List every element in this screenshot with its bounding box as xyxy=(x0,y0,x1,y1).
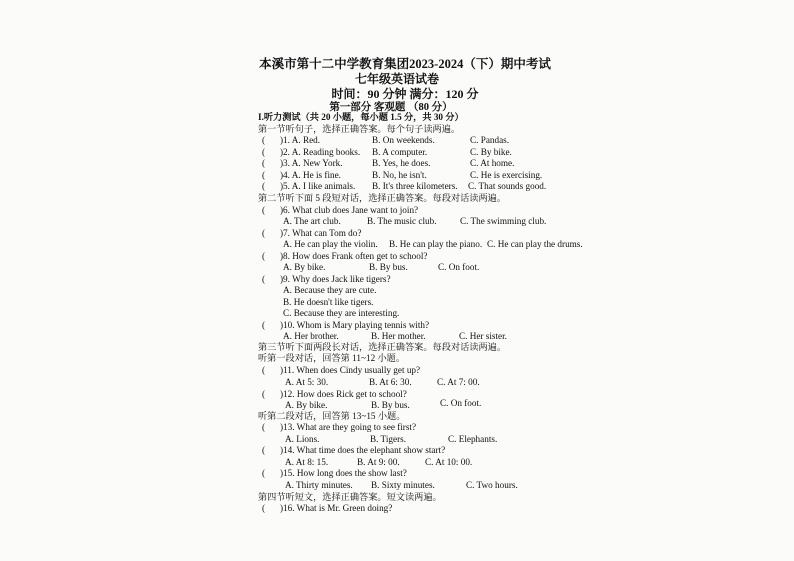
question-7: ( )7. What can Tom do? xyxy=(262,228,362,238)
question-6-option-b: B. The music club. xyxy=(367,216,437,226)
question-15-option-b: B. Sixty minutes. xyxy=(371,480,435,490)
question-8-option-c: C. On foot. xyxy=(438,262,480,272)
question-6-option-c: C. The swimming club. xyxy=(460,216,547,226)
question-1-option-b: B. On weekends. xyxy=(372,135,435,145)
question-8: ( )8. How does Frank often get to school? xyxy=(262,251,428,261)
question-6-option-a: A. The art club. xyxy=(283,216,341,226)
question-8-option-a: A. By bike. xyxy=(283,262,326,272)
time-score: 时间：90 分钟 满分：120 分 xyxy=(331,87,479,101)
question-3-option-c: C. At home. xyxy=(470,158,515,168)
question-7-option-a: A. He can play the violin. xyxy=(283,239,378,249)
question-12-option-a: A. By bike. xyxy=(285,400,328,410)
question-2-option-c: C. By bike. xyxy=(470,147,512,157)
question-2: ( )2. A. Reading books. xyxy=(262,147,361,157)
subsection-4: 第四节听短文，选择正确答案。短文读两遍。 xyxy=(258,492,442,502)
question-4-option-b: B. No, he isn't. xyxy=(372,170,427,180)
question-11: ( )11. When does Cindy usually get up? xyxy=(262,365,421,375)
question-15-option-c: C. Two hours. xyxy=(466,480,518,490)
question-11-option-b: B. At 6: 30. xyxy=(369,377,412,387)
question-5: ( )5. A. I like animals. xyxy=(262,181,356,191)
exam-subtitle: 七年级英语试卷 xyxy=(354,72,439,86)
question-11-option-c: C. At 7: 00. xyxy=(437,377,480,387)
subsection-3b: 听第二段对话，回答第 13~15 小题。 xyxy=(258,411,406,421)
question-1: ( )1. A. Red. xyxy=(262,135,321,145)
question-3-option-b: B. Yes, he does. xyxy=(372,158,431,168)
question-9: ( )9. Why does Jack like tigers? xyxy=(262,274,391,284)
question-16: ( )16. What is Mr. Green doing? xyxy=(262,503,393,513)
question-14: ( )14. What time does the elephant show start? xyxy=(262,445,446,455)
question-14-option-b: B. At 9: 00. xyxy=(357,457,400,467)
question-4-option-c: C. He is exercising. xyxy=(470,170,543,180)
section-heading: I.听力测试（共 20 小题，每小题 1.5 分，共 30 分） xyxy=(258,112,464,122)
question-10-option-a: A. Her brother. xyxy=(283,331,339,341)
question-7-option-c: C. He can play the drums. xyxy=(487,239,583,249)
question-15: ( )15. How long does the show last? xyxy=(262,468,407,478)
question-10-option-b: B. Her mother. xyxy=(371,331,426,341)
question-9-option-b: B. He doesn't like tigers. xyxy=(283,297,374,307)
question-11-option-a: A. At 5: 30. xyxy=(285,377,329,387)
question-12-option-c: C. On foot. xyxy=(440,398,482,408)
subsection-2: 第二节听下面 5 段短对话，选择正确答案。每段对话读两遍。 xyxy=(258,193,507,203)
question-10-option-c: C. Her sister. xyxy=(459,331,507,341)
part-heading: 第一部分 客观题 （80 分） xyxy=(329,102,453,113)
exam-title: 本溪市第十二中学教育集团2023-2024（下）期中考试 xyxy=(259,57,551,71)
question-5-option-b: B. It's three kilometers. xyxy=(372,181,458,191)
question-5-option-c: C. That sounds good. xyxy=(468,181,547,191)
question-7-option-b: B. He can play the piano. xyxy=(389,239,483,249)
question-13: ( )13. What are they going to see first? xyxy=(262,422,417,432)
question-8-option-b: B. By bus. xyxy=(369,262,408,272)
question-4: ( )4. A. He is fine. xyxy=(262,170,341,180)
question-13-option-b: B. Tigers. xyxy=(370,434,407,444)
subsection-3: 第三节听下面两段长对话，选择正确答案。每段对话读两遍。 xyxy=(258,342,507,352)
question-12-option-b: B. By bus. xyxy=(371,400,410,410)
question-12: ( )12. How does Rick get to school? xyxy=(262,389,407,399)
question-3: ( )3. A. New York. xyxy=(262,158,343,168)
question-2-option-b: B. A computer. xyxy=(372,147,428,157)
subsection-3a: 听第一段对话，回答第 11~12 小题。 xyxy=(258,353,406,363)
subsection-1: 第一节听句子，选择正确答案。每个句子读两遍。 xyxy=(258,124,461,134)
question-10: ( )10. Whom is Mary playing tennis with? xyxy=(262,320,430,330)
question-6: ( )6. What club does Jane want to join? xyxy=(262,205,419,215)
question-15-option-a: A. Thirty minutes. xyxy=(285,480,353,490)
question-14-option-c: C. At 10: 00. xyxy=(425,457,473,467)
question-14-option-a: A. At 8: 15. xyxy=(285,457,329,467)
question-9-option-a: A. Because they are cute. xyxy=(283,285,377,295)
question-9-option-c: C. Because they are interesting. xyxy=(283,308,400,318)
question-13-option-c: C. Elephants. xyxy=(448,434,498,444)
question-1-option-c: C. Pandas. xyxy=(470,135,510,145)
question-13-option-a: A. Lions. xyxy=(285,434,320,444)
